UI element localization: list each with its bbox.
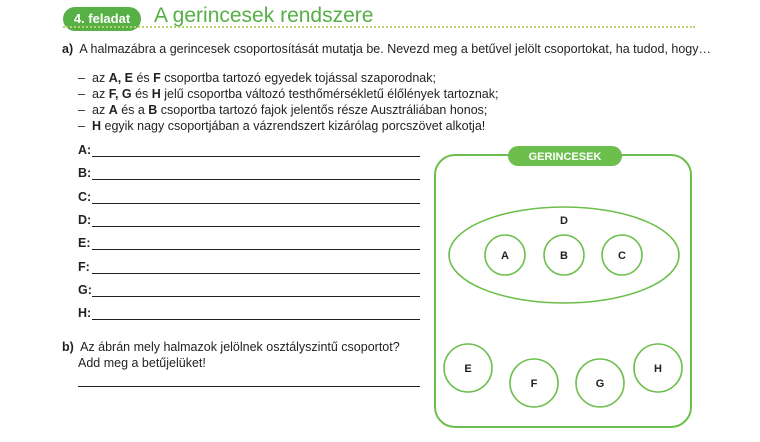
hint-text: az [92,87,109,101]
answer-line[interactable] [92,273,420,274]
hint-item [78,70,498,86]
hint-text: csoportba tartozó egyedek tojással szaporodnak; [160,71,436,85]
answer-row [78,213,420,229]
hint-text: csoportba tartozó fajok jelentős része Ausztráliában honos; [157,103,488,117]
answer-line[interactable] [92,319,420,320]
answer-label: A: [78,143,92,157]
answer-label: D: [78,212,92,227]
hint-text: az [92,71,109,85]
set-d-label: D [560,215,568,227]
hint-text: egyik nagy csoportjában a vázrendszert kizárólag porcszövet alkotja! [101,119,486,133]
answer-line[interactable] [92,296,420,297]
hint-item [78,118,498,134]
answer-row [78,166,420,182]
hint-highlight: F, G [108,87,132,101]
answer-line[interactable] [92,203,420,204]
part-b-letter: b) [62,340,74,354]
hint-text: és [131,87,152,101]
part-a-prompt [62,41,711,57]
hint-text: jelű csoportba változó testhőmérsékletű élőlények tartoznak; [160,87,499,101]
hint-highlight: A, E [108,71,133,85]
part-a-letter: a) [62,42,74,56]
part-b-answer-line[interactable] [78,386,420,387]
answer-line[interactable] [92,249,420,250]
answer-row [78,190,420,206]
set-f-label: F [530,378,538,390]
answer-row [78,306,420,322]
hint-item [78,102,498,118]
hint-highlight: A [108,103,118,117]
set-b-label: B [560,250,568,262]
answer-line[interactable] [92,226,420,227]
hint-list [78,70,498,134]
hint-highlight: H [151,87,161,101]
diagram-title: GERINCESEK [528,151,602,163]
part-b-prompt [62,339,400,371]
part-b-text-2: Add meg a betűjelüket! [78,356,206,370]
answer-label: B: [78,166,92,181]
answer-label: E: [78,236,91,251]
set-h-label: H [654,363,662,375]
title-underline [63,26,695,28]
task-number-badge: 4. feladat [63,7,141,31]
task-title: A gerincesek rendszere [154,4,374,27]
hint-text: és [133,71,154,85]
answer-row [78,260,420,276]
answer-row [78,236,420,252]
venn-diagram [430,145,696,429]
hint-text: és a [117,103,149,117]
hint-highlight: B [148,103,158,117]
answer-line[interactable] [92,179,420,180]
set-g-label: G [595,378,605,390]
hint-highlight: F [153,71,161,85]
answer-label: F: [78,259,90,274]
hint-text: az [92,103,109,117]
answer-label: C: [78,189,92,204]
answer-line[interactable] [92,156,420,157]
answer-label: H: [78,306,92,321]
hint-highlight: H [92,119,102,133]
set-e-label: E [464,363,472,375]
part-a-text: A halmazábra a gerincesek csoportosítását mutatja be. Nevezd meg a betűvel jelölt csoportokat, ha tudod, hogy… [79,42,712,56]
set-c-label: C [618,250,626,262]
set-a-label: A [501,250,509,262]
hint-item [78,86,498,102]
answer-label: G: [78,282,92,297]
answer-row [78,143,420,159]
part-b-text-1: Az ábrán mely halmazok jelölnek osztályszintű csoportot? [80,340,400,354]
answer-row [78,283,420,299]
